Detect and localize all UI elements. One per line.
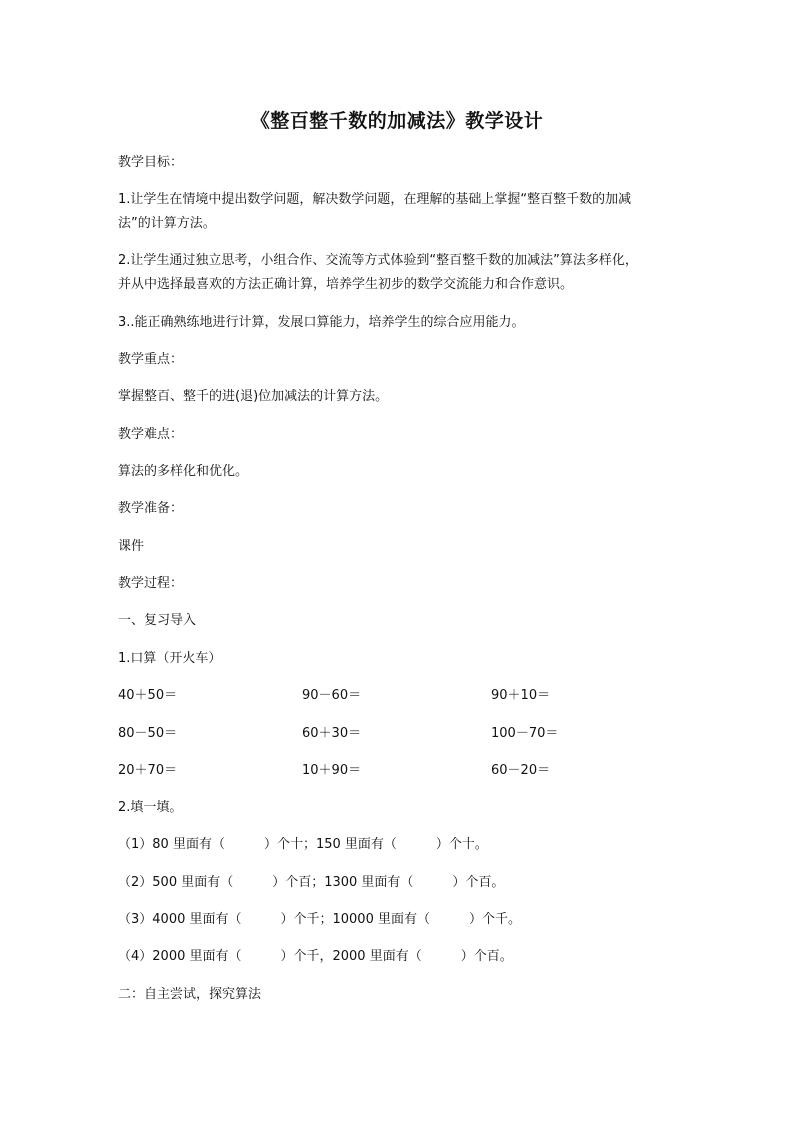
goals-heading: 教学目标： bbox=[118, 155, 184, 170]
difficulties-text: 算法的多样化和优化。 bbox=[118, 464, 249, 479]
calc-item: 40＋50＝ bbox=[118, 688, 178, 703]
goal-3: 3..能正确熟练地进行计算，发展口算能力，培养学生的综合应用能力。 bbox=[118, 315, 525, 330]
calc-item: 90－60＝ bbox=[302, 688, 362, 703]
goal-1-line-1: 1.让学生在情境中提出数学问题，解决数学问题，在理解的基础上掌握“整百整千数的加减 bbox=[118, 192, 632, 207]
fill-in-item-2: （2）500 里面有（ ）个百；1300 里面有（ ）个百。 bbox=[118, 875, 505, 890]
calc-item: 20＋70＝ bbox=[118, 763, 178, 778]
key-points-heading: 教学重点： bbox=[118, 352, 184, 367]
fill-in-item-1: （1）80 里面有（ ）个十；150 里面有（ ）个十。 bbox=[118, 837, 488, 852]
preparation-heading: 教学准备： bbox=[118, 501, 184, 516]
fill-in-heading: 2.填一填。 bbox=[118, 800, 183, 815]
difficulties-heading: 教学难点： bbox=[118, 427, 184, 442]
calc-item: 80－50＝ bbox=[118, 726, 178, 741]
goal-2-line-1: 2.让学生通过独立思考，小组合作、交流等方式体验到“整百整千数的加减法”算法多样化， bbox=[118, 253, 638, 268]
calc-item: 60＋30＝ bbox=[302, 726, 362, 741]
oral-calc-heading: 1.口算（开火车） bbox=[118, 651, 222, 666]
goal-1-line-2: 法”的计算方法。 bbox=[118, 216, 216, 231]
calc-item: 60－20＝ bbox=[491, 763, 551, 778]
part-1-heading: 一、复习导入 bbox=[118, 613, 197, 628]
fill-in-item-3: （3）4000 里面有（ ）个千；10000 里面有（ ）个千。 bbox=[118, 912, 521, 927]
calc-item: 10＋90＝ bbox=[302, 763, 362, 778]
process-heading: 教学过程： bbox=[118, 576, 184, 591]
goal-2-line-2: 并从中选择最喜欢的方法正确计算，培养学生初步的数学交流能力和合作意识。 bbox=[118, 277, 574, 292]
fill-in-item-4: （4）2000 里面有（ ）个千，2000 里面有（ ）个百。 bbox=[118, 949, 513, 964]
calc-item: 100－70＝ bbox=[491, 726, 559, 741]
preparation-text: 课件 bbox=[118, 539, 145, 554]
calc-item: 90＋10＝ bbox=[491, 688, 551, 703]
page-title: 《整百整千数的加减法》教学设计 bbox=[250, 110, 544, 132]
key-points-text: 掌握整百、整千的进(退)位加减法的计算方法。 bbox=[118, 389, 389, 404]
part-2-heading: 二：自主尝试，探究算法 bbox=[118, 987, 262, 1002]
